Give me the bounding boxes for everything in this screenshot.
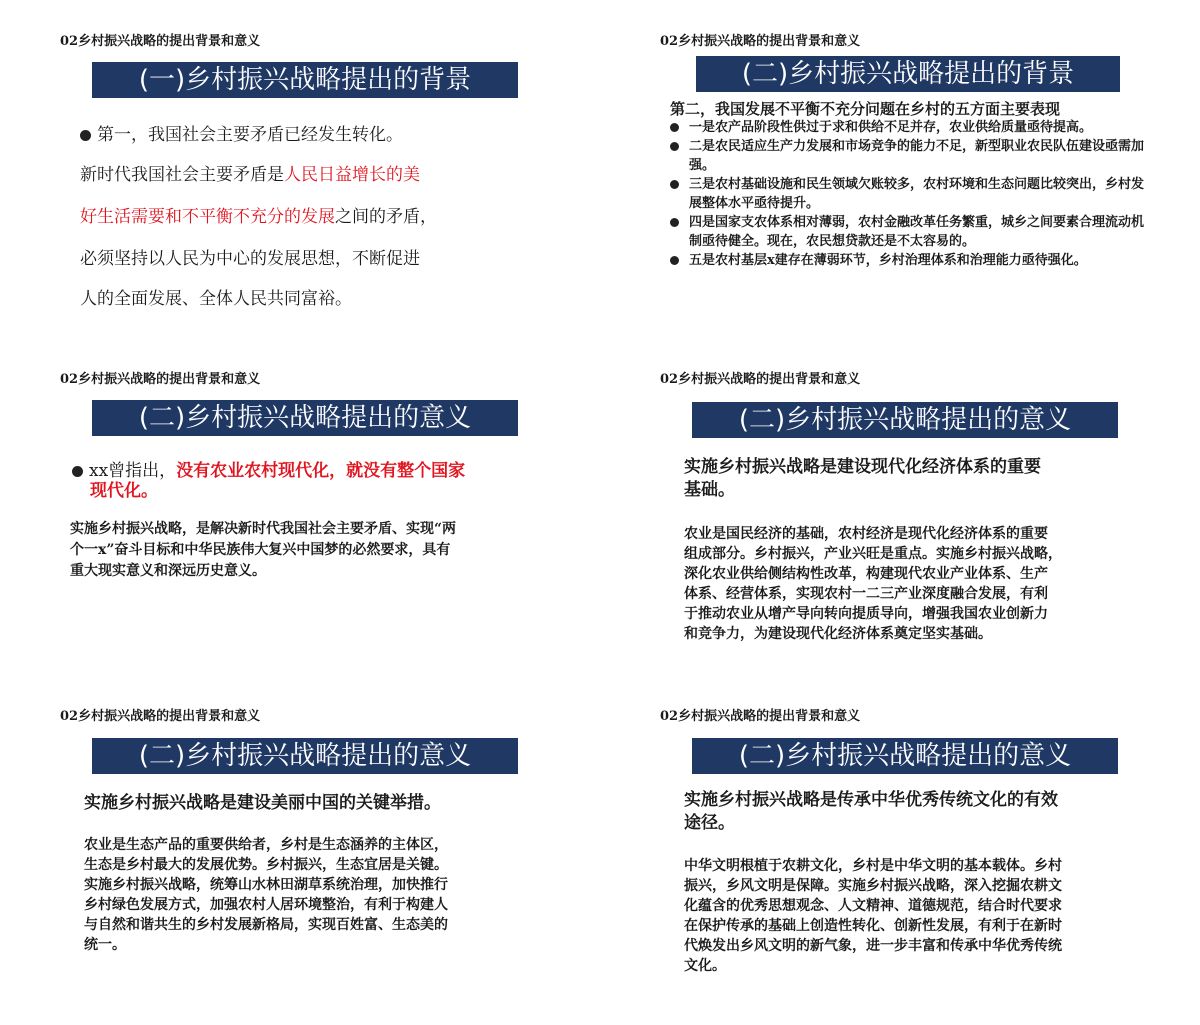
section-breadcrumb: 02乡村振兴战略的提出背景和意义 [660,34,861,49]
slide-title-banner: (二)乡村振兴战略提出的背景 [696,56,1120,92]
slide-title-banner: (二)乡村振兴战略提出的意义 [92,738,518,774]
body-line: 统一。 [84,937,126,953]
bullet-dot-icon [670,123,679,132]
body-line [80,160,420,185]
lead-text: 第二，我国发展不平衡不充分问题在乡村的五方面主要表现 [670,100,1061,118]
section-breadcrumb: 02乡村振兴战略的提出背景和意义 [60,709,261,724]
body-line: 必须坚持以人民为中心的发展思想，不断促进 [80,249,420,269]
bullet-dot-icon [72,466,83,477]
list-item-text: 二是农民适应生产力发展和市场竞争的能力不足，新型职业农民队伍建设亟需加强。 [689,139,1145,173]
slide-2 [660,30,1200,350]
slide-4 [660,368,1200,688]
body-line: 重大现实意义和深远历史意义。 [70,563,266,579]
body-line: 与自然和谐共生的乡村发展新格局，实现百姓富、生态美的 [84,917,448,933]
body-line: 实施乡村振兴战略，统筹山水林田湖草系统治理，加快推行 [84,877,448,893]
section-heading: 实施乡村振兴战略是建设美丽中国的关键举措。 [84,793,441,813]
body-line: 于推动农业从增产导向转向提质导向，增强我国农业创新力 [684,606,1048,622]
slide-title-banner: (二)乡村振兴战略提出的意义 [92,400,518,436]
body-line: 化蕴含的优秀思想观念、人文精神、道德规范，结合时代要求 [684,898,1062,914]
body-line: 和竞争力，为建设现代化经济体系奠定坚实基础。 [684,626,992,642]
list-item [670,251,1150,270]
bullet-dot-icon [670,256,679,265]
section-breadcrumb: 02乡村振兴战略的提出背景和意义 [660,372,861,387]
body-line: 个一x”奋斗目标和中华民族伟大复兴中国梦的必然要求，具有 [70,542,451,558]
slide-title-banner: (一)乡村振兴战略提出的背景 [92,62,518,98]
body-line: 体系、经营体系，实现农村一二三产业深度融合发展，有利 [684,586,1048,602]
slide-1 [60,30,630,350]
slide-title-banner: (二)乡村振兴战略提出的意义 [692,402,1118,438]
bullet-dot-icon [80,130,91,141]
slide-6 [660,705,1200,1025]
list-item [670,118,1150,137]
body-line: 振兴，乡风文明是保障。实施乡村振兴战略，深入挖掘农耕文 [684,878,1062,894]
slide-3 [60,368,630,688]
body-line: 文化。 [684,958,726,974]
highlight-text: 人民日益增长的美 [284,165,420,185]
section-breadcrumb: 02乡村振兴战略的提出背景和意义 [60,372,261,387]
highlight-text: 没有农业农村现代化，就没有整个国家 [176,461,466,481]
slide-title-banner: (二)乡村振兴战略提出的意义 [692,738,1118,774]
body-line: 组成部分。乡村振兴，产业兴旺是重点。实施乡村振兴战略， [684,546,1062,562]
body-line: 人的全面发展、全体人民共同富裕。 [80,289,352,309]
body-line: 代焕发出乡风文明的新气象，进一步丰富和传承中华优秀传统 [684,938,1062,954]
body-line: 农业是国民经济的基础，农村经济是现代化经济体系的重要 [684,526,1048,542]
body-line: 深化农业供给侧结构性改革，构建现代农业产业体系、生产 [684,566,1048,582]
section-heading: 途径。 [684,813,735,833]
bullet-dot-icon [670,218,679,227]
body-line: 生态是乡村最大的发展优势。乡村振兴，生态宜居是关键。 [84,857,448,873]
list-item-text: 三是农村基础设施和民生领域欠账较多，农村环境和生态问题比较突出，乡村发展整体水平亟待提升。 [689,177,1145,211]
body-line: 实施乡村振兴战略，是解决新时代我国社会主要矛盾、实现“两 [70,521,457,537]
bullet-point [80,120,403,145]
list-item [670,175,1150,213]
bullet-text: xx曾指出， [89,461,177,481]
section-heading: 基础。 [684,480,735,500]
issue-list [670,118,1150,270]
section-breadcrumb: 02乡村振兴战略的提出背景和意义 [60,34,261,49]
section-heading: 实施乡村振兴战略是建设现代化经济体系的重要 [684,457,1041,477]
bullet-dot-icon [670,142,679,151]
section-breadcrumb: 02乡村振兴战略的提出背景和意义 [660,709,861,724]
body-line: 乡村绿色发展方式，加强农村人居环境整治，有利于构建人 [84,897,448,913]
body-line: 农业是生态产品的重要供给者，乡村是生态涵养的主体区， [84,837,448,853]
list-item-text: 四是国家支农体系相对薄弱，农村金融改革任务繁重，城乡之间要素合理流动机制亟待健全。现在，农民想贷款还是不太容易的。 [689,215,1145,249]
body-line: 在保护传承的基础上创造性转化、创新性发展，有利于在新时 [684,918,1062,934]
list-item [670,213,1150,251]
slide-5 [60,705,630,1025]
bullet-dot-icon [670,180,679,189]
list-item-text: 五是农村基层x建存在薄弱环节，乡村治理体系和治理能力亟待强化。 [689,253,1087,268]
highlight-text: 好生活需要和不平衡不充分的发展 [80,207,335,227]
section-heading: 实施乡村振兴战略是传承中华优秀传统文化的有效 [684,790,1058,810]
list-item-text: 一是农产品阶段性供过于求和供给不足并存，农业供给质量亟待提高。 [689,120,1093,135]
body-text: 之间的矛盾， [335,207,437,227]
body-text: 新时代我国社会主要矛盾是 [80,165,284,185]
list-item [670,137,1150,175]
highlight-text: 现代化。 [90,481,158,501]
bullet-text: 第一，我国社会主要矛盾已经发生转化。 [97,125,403,145]
body-line: 中华文明根植于农耕文化，乡村是中华文明的基本载体。乡村 [684,858,1062,874]
body-line [80,202,437,227]
